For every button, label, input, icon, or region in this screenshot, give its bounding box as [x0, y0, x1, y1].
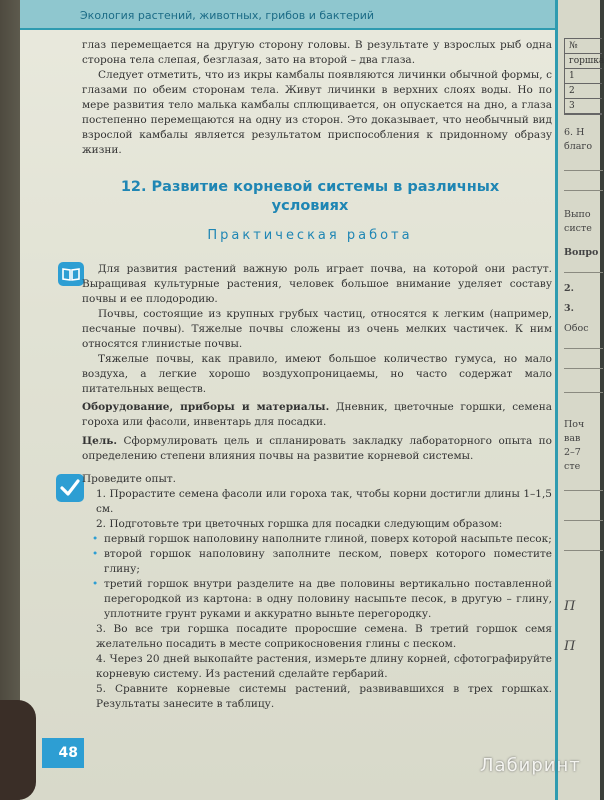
answer-line [564, 392, 603, 393]
answer-line [564, 348, 603, 349]
procedure-step-5: 5. Сравните корневые системы растений, развивавшихся в трех горшках. Результаты занесите в таблицу. [96, 683, 552, 710]
table-row: 2 [565, 84, 602, 99]
table-row: 3 [565, 99, 602, 114]
procedure-bullet-2: • второй горшок наполовину заполните песком, поверх которого поместите глину; [82, 547, 552, 577]
right-text-p2: П [564, 639, 576, 654]
watermark-logo: Лабиринт [480, 755, 581, 776]
chapter-subtitle: Практическая работа [207, 228, 413, 243]
answer-line [564, 520, 603, 521]
answer-line [564, 272, 603, 273]
right-text-sist: систе [564, 223, 592, 234]
right-text-n3: 3. [564, 303, 574, 314]
right-text-q6b: благо [564, 141, 593, 152]
intro-paragraph-1: глаз перемещается на другую сторону головы. В результате у взрослых рыб одна сторона тела слепая, безглазая, зато на второй – два глаза. [82, 39, 552, 66]
right-text-27: 2–7 [564, 447, 581, 458]
procedure-block [82, 472, 552, 712]
intro-paragraph-2: Следует отметить, что из икры камбалы появляются личинки обычной формы, с глазами по обеим сторонам тела. Живут личинки в верхних слоях воды. Но по мере развития тело малька камбалы сплющивается, он опускается на дно, а глаза постепенно перемещаются на одну из сторон. Это доказывает, что необычный вид взрослой камбалы является результатом приспособления к придонному образу жизни. [82, 69, 552, 156]
equipment-label: Оборудование, приборы и материалы. [82, 401, 330, 413]
procedure-step-1: 1. Прорастите семена фасоли или гороха так, чтобы корни достигли длины 1–1,5 см. [96, 488, 552, 515]
answer-line [564, 550, 603, 551]
theory-paragraph-3: Тяжелые почвы, как правило, имеют большое количество гумуса, но мало воздуха, а легкие хорошо воздухопроницаемы, но часто содержат мало питательных веществ. [82, 353, 552, 395]
right-page-fragment [555, 0, 604, 800]
chapter-title: 12. Развитие корневой системы в различных условиях [120, 179, 500, 214]
page-number: 48 [42, 738, 84, 768]
right-text-poch: Поч [564, 419, 585, 430]
thumb-shadow [0, 700, 36, 800]
answer-line [564, 170, 603, 171]
theory-text [82, 262, 552, 397]
right-text-p: П [564, 599, 576, 614]
answer-line [564, 190, 603, 191]
equipment-text: Дневник, цветочные горшки, семена гороха или фасоли, инвентарь для посадки. [82, 401, 553, 428]
left-page [20, 0, 555, 800]
answer-line [564, 490, 603, 491]
goal-block [82, 434, 552, 464]
running-header: Экология растений, животных, грибов и бактерий [80, 9, 375, 22]
goal-label: Цель. [82, 435, 118, 447]
right-text-n2: 2. [564, 283, 574, 294]
theory-paragraph-2: Почвы, состоящие из крупных грубых частиц, относятся к легким (например, песчаные почвы). Тяжелые почвы сложены из очень мелких частичек. К ним относятся глинистые почвы. [82, 308, 552, 350]
right-text-vyp: Выпо [564, 209, 591, 220]
table-row: 1 [565, 69, 602, 84]
procedure-bullet-1: • первый горшок наполовину наполните глиной, поверх которой насыпьте песок; [82, 532, 552, 547]
right-text-vopr: Вопро [564, 247, 599, 258]
right-page-table [564, 38, 602, 115]
procedure-bullet-3: • третий горшок внутри разделите на две половины вертикально поставленной перегородкой из картона: в одну половину насыпьте песок, в другую – глину, уплотните грунт руками и аккуратно выньте перегородку. [82, 577, 552, 622]
right-text-q6: 6. Н [564, 127, 585, 138]
goal-text: Сформулировать цель и спланировать закладку лабораторного опыта по определению степени влияния почвы на развитие корневой системы. [82, 435, 552, 462]
book-icon [58, 262, 84, 286]
equipment-block [82, 400, 552, 430]
table-header-cell: № [565, 39, 602, 54]
right-text-vav: вав [564, 433, 581, 444]
intro-text [82, 38, 552, 158]
procedure-step-4: 4. Через 20 дней выкопайте растения, измерьте длину корней, сфотографируйте корневую систему. Из растений сделайте гербарий. [96, 653, 552, 680]
header-band [20, 0, 555, 30]
procedure-intro: Проведите опыт. [82, 473, 176, 485]
checkmark-icon [56, 474, 84, 502]
table-subheader-cell: горшка [565, 54, 602, 69]
right-text-obos: Обос [564, 323, 589, 334]
theory-paragraph-1: Для развития растений важную роль играет почва, на которой они растут. Выращивая культурные растения, человек большое внимание уделяет составу почвы и ее плодородию. [82, 263, 552, 305]
answer-line [564, 368, 603, 369]
procedure-step-2: 2. Подготовьте три цветочных горшка для посадки следующим образом: [96, 518, 503, 530]
right-text-ste: сте [564, 461, 581, 472]
procedure-step-3: 3. Во все три горшка посадите проросшие семена. В третий горшок семя желательно посадить в месте соприкосновения глины с песком. [96, 623, 552, 650]
